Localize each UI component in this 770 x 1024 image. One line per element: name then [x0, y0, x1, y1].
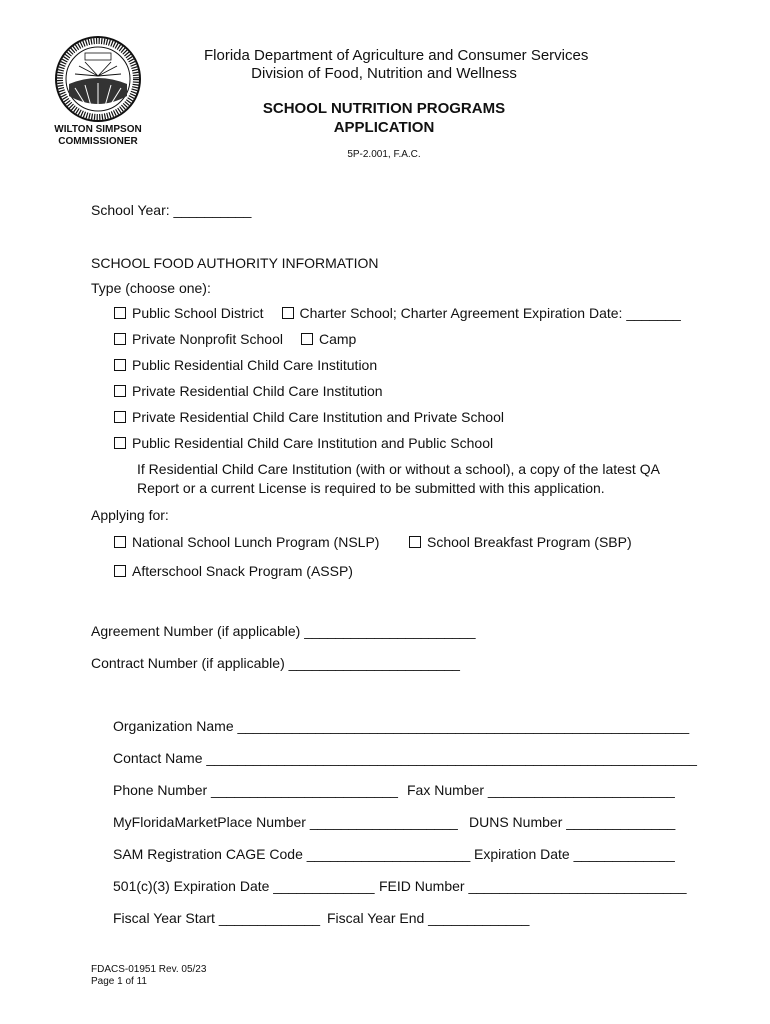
public-rcci-checkbox[interactable] [114, 359, 126, 371]
feid-number-field[interactable]: FEID Number ____________________________ [379, 878, 687, 894]
assp-checkbox[interactable] [114, 565, 126, 577]
camp-checkbox[interactable] [301, 333, 313, 345]
public-rcci-public-school-label: Public Residential Child Care Institution and Public School [132, 435, 494, 451]
type-label: Type (choose one): [91, 280, 211, 296]
organization-name-field[interactable]: Organization Name __________________________________________________________ [113, 718, 690, 734]
sam-cage-code-field[interactable]: SAM Registration CAGE Code _____________________ [113, 846, 471, 862]
florida-agriculture-seal-icon [55, 36, 141, 122]
agency-name: Florida Department of Agriculture and Consumer Services [204, 47, 589, 64]
form-title-line2: APPLICATION [333, 119, 435, 136]
option-row-3 [114, 357, 377, 374]
rcci-note: If Residential Child Care Institution (with or without a school), a copy of the latest QA Report or a current License is required to be submitted with this application. [137, 461, 660, 496]
option-row-5 [114, 409, 504, 426]
charter-school-label: Charter School; Charter Agreement Expiration Date: _______ [299, 305, 681, 321]
fiscal-year-start-field[interactable]: Fiscal Year Start _____________ [113, 910, 321, 926]
501c3-expiration-date-field[interactable]: 501(c)(3) Expiration Date _____________ [113, 878, 375, 894]
camp-label: Camp [318, 331, 357, 347]
contact-name-field[interactable]: Contact Name _______________________________________________________________ [113, 750, 697, 766]
form-title-line1: SCHOOL NUTRITION PROGRAMS [262, 100, 506, 117]
private-nonprofit-school-checkbox[interactable] [114, 333, 126, 345]
applying-for-label: Applying for: [91, 507, 169, 523]
duns-number-field[interactable]: DUNS Number ______________ [469, 814, 676, 830]
assp-label: Afterschool Snack Program (ASSP) [132, 563, 353, 579]
sbp-label: School Breakfast Program (SBP) [427, 534, 632, 550]
form-id: FDACS-01951 Rev. 05/23 [91, 964, 207, 975]
agreement-number-field[interactable]: Agreement Number (if applicable) ______________________ [91, 623, 476, 639]
private-rcci-private-school-checkbox[interactable] [114, 411, 126, 423]
private-rcci-label: Private Residential Child Care Institution [132, 383, 383, 399]
division-name: Division of Food, Nutrition and Wellness [251, 65, 517, 82]
fiscal-year-end-field[interactable]: Fiscal Year End _____________ [327, 910, 530, 926]
page-number: Page 1 of 11 [91, 976, 147, 987]
commissioner-name: WILTON SIMPSON [54, 124, 142, 135]
sfa-heading: SCHOOL FOOD AUTHORITY INFORMATION [91, 255, 379, 271]
mfmp-number-field[interactable]: MyFloridaMarketPlace Number ___________________ [113, 814, 458, 830]
school-year-field[interactable]: School Year: __________ [91, 202, 252, 218]
charter-school-checkbox[interactable] [282, 307, 294, 319]
option-row-1 [114, 305, 681, 322]
public-rcci-public-school-checkbox[interactable] [114, 437, 126, 449]
nslp-option [114, 534, 379, 551]
option-row-4 [114, 383, 383, 400]
public-rcci-label: Public Residential Child Care Institution [132, 357, 378, 373]
nslp-checkbox[interactable] [114, 536, 126, 548]
private-rcci-checkbox[interactable] [114, 385, 126, 397]
sbp-checkbox[interactable] [409, 536, 421, 548]
contract-number-field[interactable]: Contract Number (if applicable) ______________________ [91, 655, 460, 671]
public-school-district-checkbox[interactable] [114, 307, 126, 319]
sam-expiration-date-field[interactable]: Expiration Date _____________ [474, 846, 675, 862]
public-school-district-label: Public School District [132, 305, 264, 321]
nslp-label: National School Lunch Program (NSLP) [132, 534, 380, 550]
option-row-2 [114, 331, 356, 348]
fax-number-field[interactable]: Fax Number ________________________ [407, 782, 675, 798]
private-rcci-private-school-label: Private Residential Child Care Institution and Private School [132, 409, 504, 425]
phone-number-field[interactable]: Phone Number ________________________ [113, 782, 398, 798]
assp-option [114, 563, 353, 580]
option-row-6 [114, 435, 493, 452]
private-nonprofit-school-label: Private Nonprofit School [132, 331, 283, 347]
sbp-option [409, 534, 632, 551]
commissioner-title: COMMISSIONER [58, 136, 138, 147]
rule-reference: 5P-2.001, F.A.C. [347, 149, 421, 160]
